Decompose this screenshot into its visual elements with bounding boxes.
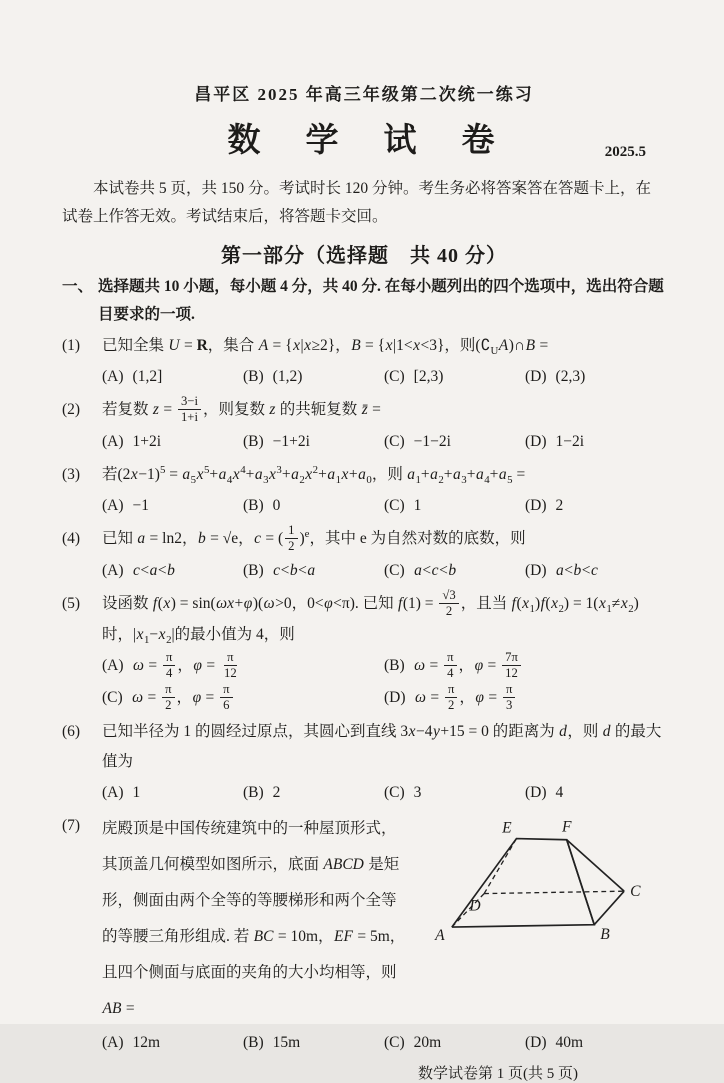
vertex-label-c: C — [630, 883, 641, 901]
option-b: (B) 15m — [243, 1034, 301, 1052]
option-c: (C) 20m — [384, 1034, 442, 1052]
vertex-label-b: B — [600, 926, 610, 944]
question-number: (7) — [62, 817, 81, 835]
question-stem: 庑殿顶是中国传统建筑中的一种屋顶形式，其顶盖几何模型如图所示，底面 ABCD 是矩形，侧面由两个全等的等腰梯形和两个全等的等腰三角形组成. 若 BC = 10m，EF = 5m，且四个侧面与底面的夹角的大小均相等，则 AB = — [102, 820, 406, 1018]
option-c: (C) a<c<b — [384, 561, 457, 579]
vertex-label-a: A — [435, 927, 445, 945]
question-stem: 已知半径为 1 的圆经过原点，其圆心到直线 3x−4y+15 = 0 的距离为 d，则 d 的最大值为 — [102, 722, 662, 771]
option-d: (D) 2 — [525, 496, 564, 514]
option-b: (B) 2 — [243, 784, 281, 802]
question-stem: 已知 a = ln2，b = √e，c = ( $\frac{1}{2}$ )$^e$，其中 e 为自然对数的底数，则 — [102, 522, 526, 553]
option-b: (B) −1+2i — [243, 432, 310, 450]
roof-figure — [410, 811, 666, 1027]
page-footer: 数学试卷第 1 页(共 5 页) — [418, 1066, 578, 1083]
question-5 — [62, 589, 666, 650]
question-number: (3) — [62, 465, 81, 483]
edge-d-c-hidden — [484, 892, 624, 894]
section-instruction — [62, 273, 666, 328]
question-3-options — [102, 490, 666, 521]
question-stem: 已知全集 U = R，集合 A = {x|x≥2}，B = {x|1<x<3}，则$(∁_UA)\cap B$ = — [102, 336, 549, 357]
question-7-body — [102, 811, 666, 1027]
option-a: (A) 12m — [102, 1034, 161, 1052]
question-number: (5) — [62, 594, 81, 612]
question-5-options — [102, 650, 666, 714]
option-d: (D) a<b<c — [525, 561, 598, 579]
question-stem: 设函数 f(x) = sin(ωx+φ)(ω>0，0<φ<π). 已知 f(1) = $\frac{√3}{2}$ ，且当 $f(x_1)f(x_2) = 1(x_1\ne x_2)$时，$|x_1-x_2|$的最小值为 4，则 — [102, 587, 639, 646]
question-number: (4) — [62, 529, 81, 547]
exam-instructions-paragraph: 本试卷共 5 页，共 150 分。考试时长 120 分钟。考生务必将答案答在答题卡上，在试卷上作答无效。考试结束后，将答题卡交回。 — [62, 180, 652, 226]
vertex-label-f: F — [561, 818, 572, 836]
option-d: (D) ω = $\frac{\pi}{2}$ ，φ = $\frac{\pi}{3}$ — [384, 682, 666, 714]
option-c: (C) 1 — [384, 496, 422, 514]
option-d: (D) 1−2i — [525, 432, 585, 450]
question-7-options — [102, 1027, 666, 1058]
question-2-options — [102, 426, 666, 457]
question-number: (1) — [62, 336, 81, 354]
exam-header-line: 昌平区 2025 年高三年级第二次统一练习 — [194, 85, 534, 104]
question-3 — [62, 460, 666, 490]
roof-figure-svg — [418, 817, 658, 951]
question-stem: 若$(2x-1)^5 = a_5x^5+a_4x^4+a_3x^3+a_2x^2+a_1x+a_0$，则 $a_1+a_2+a_3+a_4+a_5$ = — [102, 463, 526, 486]
paper-date: 2025.5 — [604, 144, 646, 160]
section-title: 第一部分（选择题 共 40 分） — [221, 245, 507, 268]
question-6-options — [102, 777, 666, 808]
question-6 — [62, 717, 666, 777]
question-4 — [62, 524, 666, 555]
edge-d-e-hidden — [484, 839, 516, 894]
option-c: (C) ω = $\frac{\pi}{2}$ ，φ = $\frac{\pi}{6}$ — [102, 682, 384, 714]
vertex-label-d: D — [469, 897, 481, 915]
option-b: (B) c<b<a — [243, 561, 316, 579]
option-b: (B) ω = $\frac{\pi}{4}$ ，φ = $\frac{7\pi}{12}$ — [384, 650, 666, 682]
option-c: (C) −1−2i — [384, 432, 451, 450]
question-1-options — [102, 361, 666, 392]
edge-b-c — [594, 892, 624, 926]
option-b: (B) (1,2) — [243, 367, 303, 385]
option-d: (D) (2,3) — [525, 367, 586, 385]
instruction-label: 一、 — [62, 278, 94, 296]
paper-title: 数 学 试 卷 — [227, 123, 501, 159]
option-c: (C) 3 — [384, 784, 422, 802]
instruction-text: 选择题共 10 小题，每小题 4 分，共 40 分. 在每小题列出的四个选项中，选出符合题目要求的一项. — [98, 278, 664, 323]
question-number: (2) — [62, 400, 81, 418]
question-7 — [62, 811, 666, 1027]
option-a: (A) (1,2] — [102, 367, 163, 385]
option-c: (C) [2,3) — [384, 367, 444, 385]
question-number: (6) — [62, 722, 81, 740]
questions — [62, 331, 666, 1059]
option-a: (A) ω = $\frac{\pi}{4}$ ，φ = $\frac{\pi}{12}$ — [102, 650, 237, 681]
option-a: (A) −1 — [102, 496, 150, 514]
option-a: (A) 1+2i — [102, 432, 162, 450]
option-d: (D) 4 — [525, 784, 564, 802]
question-1 — [62, 331, 666, 361]
question-stem: 若复数 z = $\frac{3-i}{1+i}$ ，则复数 z 的共轭复数 z̄ = — [102, 393, 381, 424]
question-2 — [62, 395, 666, 426]
question-4-options — [102, 555, 666, 586]
vertex-label-e: E — [502, 819, 512, 837]
option-b: (B) 0 — [243, 496, 281, 514]
option-a: (A) c<a<b — [102, 561, 175, 579]
title-row — [62, 115, 666, 167]
option-d: (D) 40m — [525, 1034, 584, 1052]
option-a: (A) 1 — [102, 784, 141, 802]
